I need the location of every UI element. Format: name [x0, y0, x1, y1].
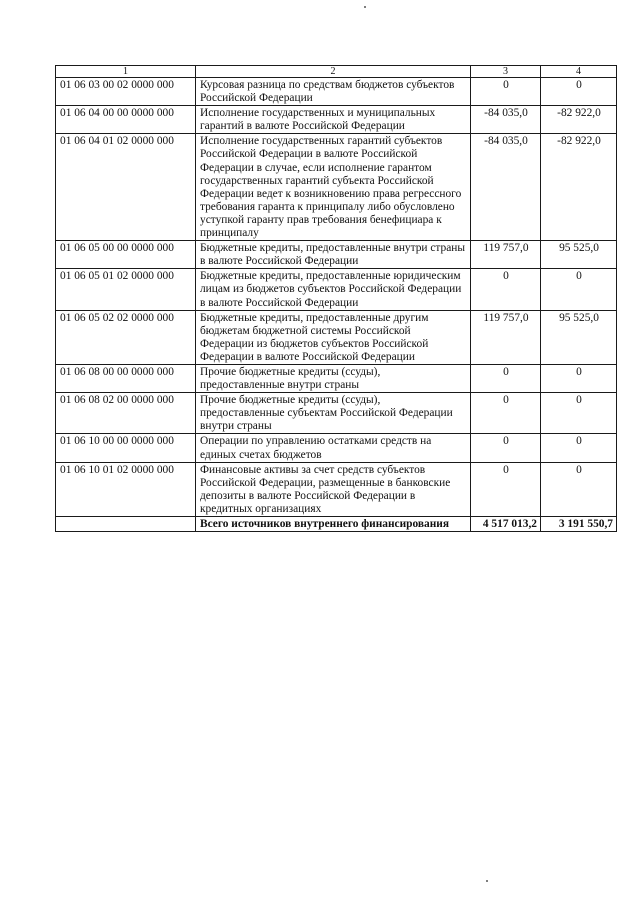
row-description: Прочие бюджетные кредиты (ссуды), предоставленные субъектам Российской Федерации внутри страны	[196, 393, 471, 434]
budget-code: 01 06 05 02 02 0000 000	[56, 310, 196, 364]
scan-speck	[364, 6, 366, 8]
amount-col4: 0	[541, 434, 617, 462]
amount-col4: 95 525,0	[541, 310, 617, 364]
table-row	[56, 78, 617, 106]
column-number-row	[56, 66, 617, 78]
row-description: Исполнение государственных гарантий субъектов Российской Федерации в валюте Российской Федерации в случае, если исполнение гарантом государственных гарантий субъекта Российской Федерации ведет к возникновению права регрессного требования гаранта к принципалу либо обусловлено уступкой гаранту прав требования бенефициара к принципалу	[196, 134, 471, 241]
budget-code: 01 06 08 02 00 0000 000	[56, 393, 196, 434]
budget-code	[56, 517, 196, 532]
table-row	[56, 134, 617, 241]
table-row	[56, 434, 617, 462]
table-row	[56, 106, 617, 134]
table-row	[56, 241, 617, 269]
amount-col4: 95 525,0	[541, 241, 617, 269]
budget-code: 01 06 03 00 02 0000 000	[56, 78, 196, 106]
amount-col4: 0	[541, 462, 617, 516]
amount-col4: -82 922,0	[541, 106, 617, 134]
amount-col3: 0	[471, 434, 541, 462]
budget-code: 01 06 05 00 00 0000 000	[56, 241, 196, 269]
financing-sources-table	[55, 65, 617, 532]
row-description: Бюджетные кредиты, предоставленные внутри страны в валюте Российской Федерации	[196, 241, 471, 269]
row-description: Финансовые активы за счет средств субъектов Российской Федерации, размещенные в банковские депозиты в валюте Российской Федерации в кредитных организациях	[196, 462, 471, 516]
amount-col3: 119 757,0	[471, 241, 541, 269]
column-number: 2	[196, 66, 471, 78]
table-row	[56, 462, 617, 516]
total-col4: 3 191 550,7	[541, 517, 617, 532]
amount-col3: 0	[471, 364, 541, 392]
budget-code: 01 06 10 00 00 0000 000	[56, 434, 196, 462]
row-description: Операции по управлению остатками средств на единых счетах бюджетов	[196, 434, 471, 462]
amount-col3: 0	[471, 393, 541, 434]
table-row	[56, 364, 617, 392]
column-number: 3	[471, 66, 541, 78]
column-number: 4	[541, 66, 617, 78]
row-description: Бюджетные кредиты, предоставленные другим бюджетам бюджетной системы Российской Федерации из бюджетов субъектов Российской Федерации в валюте Российской Федерации	[196, 310, 471, 364]
total-col3: 4 517 013,2	[471, 517, 541, 532]
budget-code: 01 06 05 01 02 0000 000	[56, 269, 196, 310]
total-row	[56, 517, 617, 532]
table-row	[56, 269, 617, 310]
budget-code: 01 06 10 01 02 0000 000	[56, 462, 196, 516]
scan-speck	[486, 880, 488, 882]
row-description: Курсовая разница по средствам бюджетов субъектов Российской Федерации	[196, 78, 471, 106]
budget-code: 01 06 08 00 00 0000 000	[56, 364, 196, 392]
amount-col3: -84 035,0	[471, 134, 541, 241]
amount-col4: 0	[541, 393, 617, 434]
amount-col4: 0	[541, 78, 617, 106]
amount-col3: 0	[471, 78, 541, 106]
amount-col3: -84 035,0	[471, 106, 541, 134]
amount-col4: 0	[541, 364, 617, 392]
amount-col4: 0	[541, 269, 617, 310]
table-row	[56, 310, 617, 364]
amount-col3: 119 757,0	[471, 310, 541, 364]
row-description: Прочие бюджетные кредиты (ссуды), предоставленные внутри страны	[196, 364, 471, 392]
total-label: Всего источников внутреннего финансирования	[196, 517, 471, 532]
row-description: Исполнение государственных и муниципальных гарантий в валюте Российской Федерации	[196, 106, 471, 134]
amount-col3: 0	[471, 269, 541, 310]
budget-code: 01 06 04 01 02 0000 000	[56, 134, 196, 241]
row-description: Бюджетные кредиты, предоставленные юридическим лицам из бюджетов субъектов Российской Федерации в валюте Российской Федерации	[196, 269, 471, 310]
column-number: 1	[56, 66, 196, 78]
amount-col4: -82 922,0	[541, 134, 617, 241]
budget-code: 01 06 04 00 00 0000 000	[56, 106, 196, 134]
amount-col3: 0	[471, 462, 541, 516]
table-row	[56, 393, 617, 434]
